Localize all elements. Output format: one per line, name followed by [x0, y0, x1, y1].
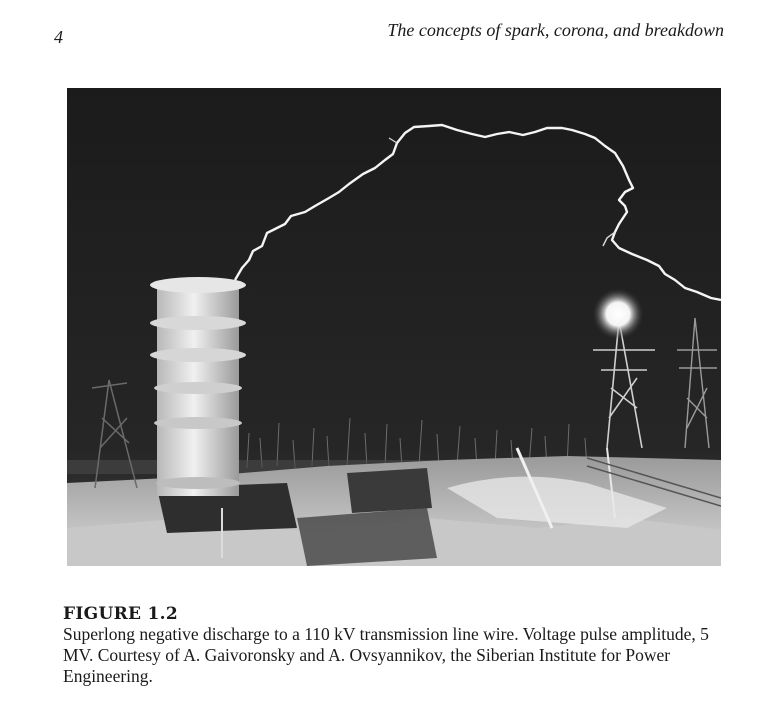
page-number: 4 — [54, 27, 63, 47]
running-head: The concepts of spark, corona, and breakdown — [387, 20, 724, 40]
figure-label: FIGURE 1.2 — [63, 604, 178, 624]
insulator-column — [150, 277, 246, 496]
figure-photo — [67, 88, 721, 566]
figure-caption: Superlong negative discharge to a 110 kV transmission line wire. Voltage pulse amplitude, 5 MV. Courtesy of A. Gaivoronsky and A. Ovsyannikov, the Siberian Institute for Power Engineering. — [63, 624, 709, 686]
corona-glow — [592, 288, 644, 340]
